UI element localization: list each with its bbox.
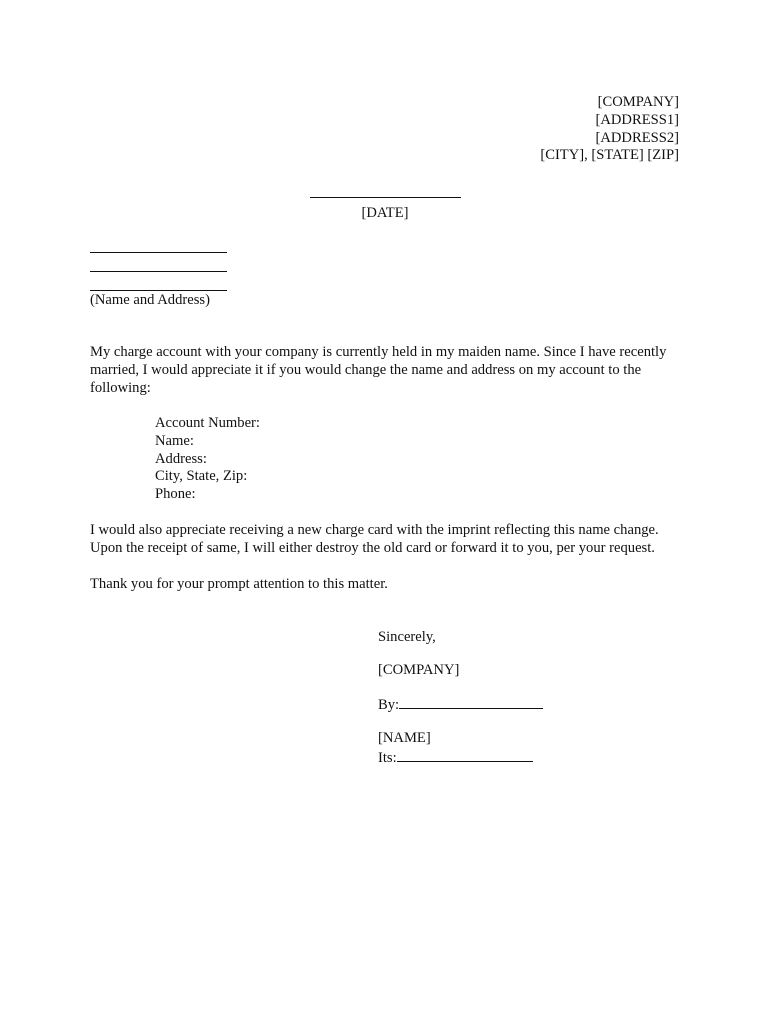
sender-address-block [540,94,679,165]
date-label: [DATE] [361,204,409,221]
title-blank-line [397,748,533,762]
recipient-blank-line [90,273,227,291]
signer-title-line [378,748,533,768]
signature-blank-line [399,695,543,709]
closing-salutation: Sincerely, [378,629,436,645]
body-paragraph-2: I would also appreciate receiving a new charge card with the imprint reflecting this name change. Upon the receipt of same, I will either destroy the old card or forward it to you, per your request. [90,522,659,556]
sender-city-state-zip: [CITY], [STATE] [ZIP] [540,147,679,164]
closing-company: [COMPANY] [378,662,460,678]
recipient-blank-line [90,254,227,272]
recipient-blank-line [90,235,227,253]
field-phone: Phone: [155,486,196,503]
body-paragraph-3: Thank you for your prompt attention to this matter. [90,576,388,592]
date-block [0,183,770,223]
body-paragraph-1: My charge account with your company is currently held in my maiden name. Since I have recently married, I would appreciate it if you would change the name and address on my account to the following: [90,344,667,396]
signature-by-line [378,695,543,715]
field-name: Name: [155,432,194,449]
sender-address2: [ADDRESS2] [595,129,679,146]
signer-block [378,730,533,768]
field-city-state-zip: City, State, Zip: [155,468,248,485]
its-label: Its: [378,749,397,766]
sender-company: [COMPANY] [597,94,679,110]
recipient-caption: (Name and Address) [90,292,210,308]
field-address: Address: [155,450,207,467]
account-fields-list [155,415,260,504]
signer-name: [NAME] [378,730,431,746]
field-account-number: Account Number: [155,415,260,431]
sender-address1: [ADDRESS1] [595,111,679,128]
by-label: By: [378,697,400,713]
recipient-block [90,235,227,310]
date-blank-line [310,183,461,198]
